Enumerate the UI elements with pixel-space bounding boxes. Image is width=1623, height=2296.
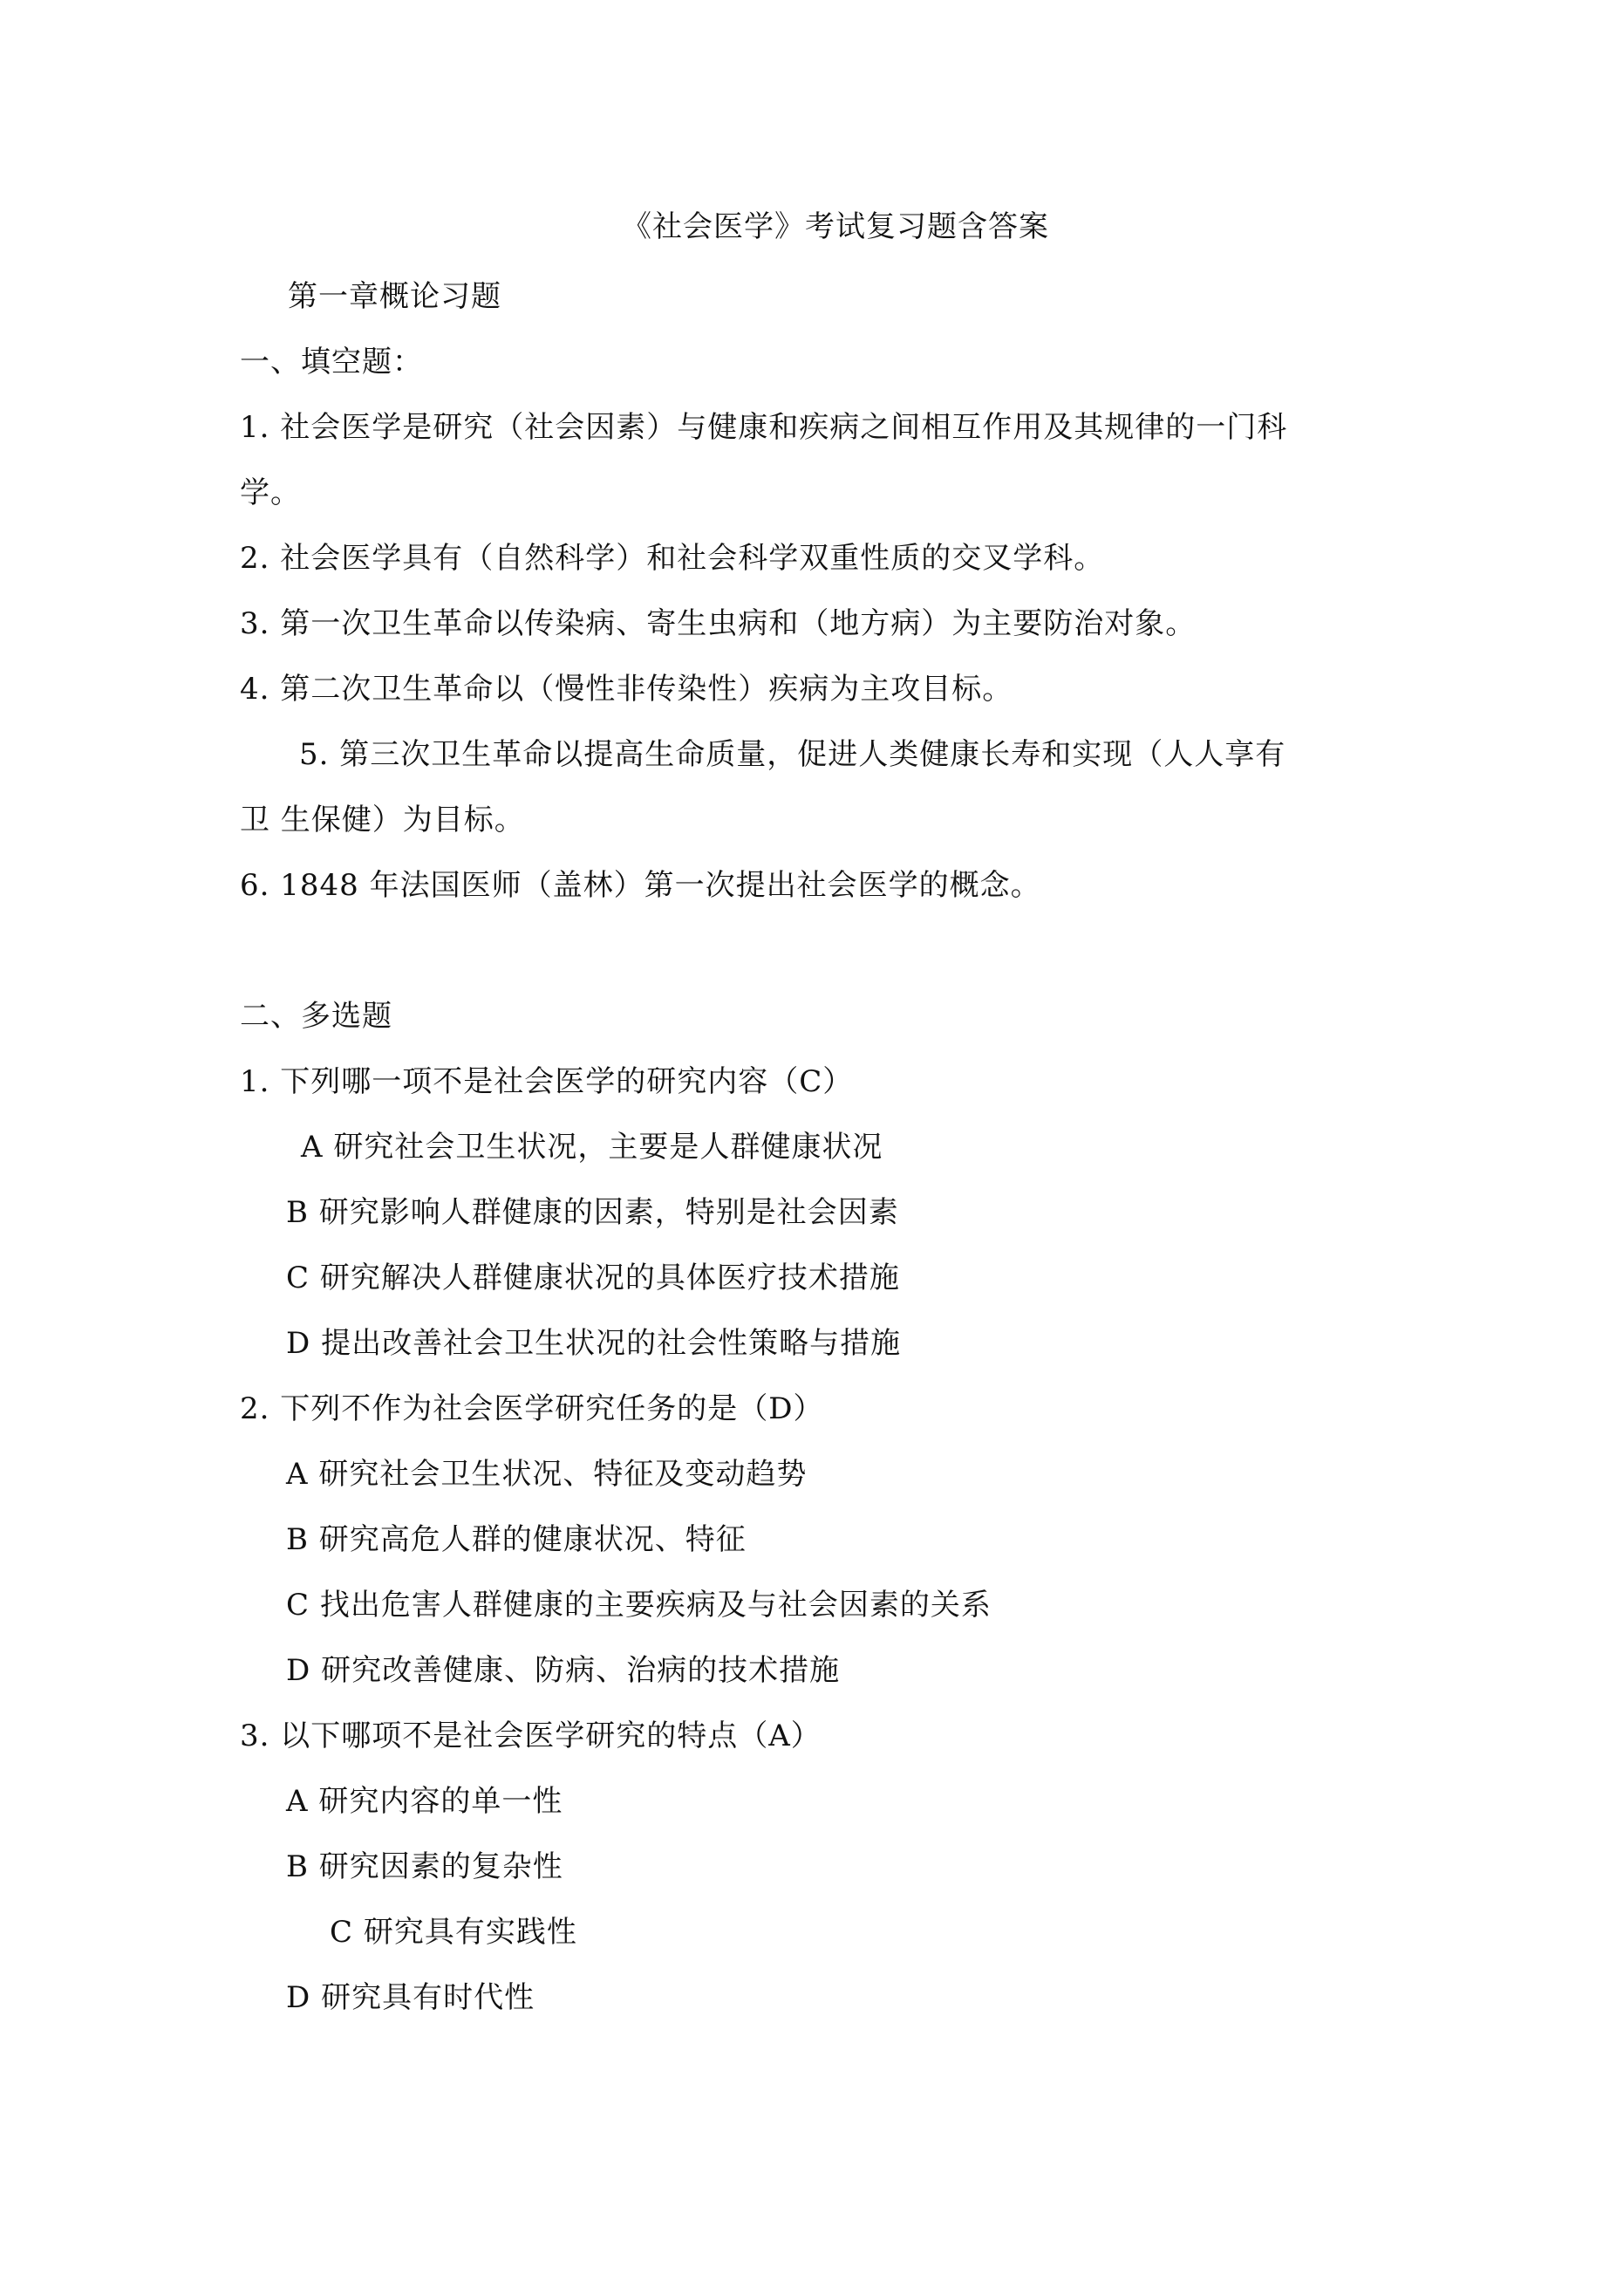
- question-2-option-a: A 研究社会卫生状况、特征及变动趋势: [286, 1457, 808, 1492]
- question-3-option-a: A 研究内容的单一性: [286, 1784, 563, 1819]
- fill-in-item-1-continued: 学。: [240, 475, 301, 510]
- fill-in-item-6: 6. 1848 年法国医师（盖林）第一次提出社会医学的概念。: [240, 868, 1041, 903]
- question-1-option-c: C 研究解决人群健康状况的具体医疗技术措施: [286, 1261, 900, 1295]
- question-1-option-b: B 研究影响人群健康的因素，特别是社会因素: [286, 1195, 899, 1230]
- question-3-option-c: C 研究具有实践性: [330, 1915, 577, 1950]
- question-2-option-b: B 研究高危人群的健康状况、特征: [286, 1522, 747, 1557]
- question-2-stem: 2. 下列不作为社会医学研究任务的是（D）: [240, 1391, 824, 1426]
- question-3-option-d: D 研究具有时代性: [286, 1980, 535, 2015]
- fill-in-item-4: 4. 第二次卫生革命以（慢性非传染性）疾病为主攻目标。: [240, 672, 1013, 707]
- document-title: 《社会医学》考试复习题含答案: [622, 209, 1049, 244]
- question-1-stem: 1. 下列哪一项不是社会医学的研究内容（C）: [240, 1064, 854, 1099]
- fill-in-item-2: 2. 社会医学具有（自然科学）和社会科学双重性质的交叉学科。: [240, 541, 1105, 576]
- question-3-option-b: B 研究因素的复杂性: [286, 1849, 563, 1884]
- section-heading-multiple-choice: 二、多选题: [240, 999, 392, 1034]
- fill-in-item-5: 5. 第三次卫生革命以提高生命质量，促进人类健康长寿和实现（人人享有: [299, 737, 1286, 772]
- question-2-option-d: D 研究改善健康、防病、治病的技术措施: [286, 1653, 841, 1688]
- fill-in-item-3: 3. 第一次卫生革命以传染病、寄生虫病和（地方病）为主要防治对象。: [240, 606, 1197, 641]
- question-3-stem: 3. 以下哪项不是社会医学研究的特点（A）: [240, 1719, 822, 1753]
- fill-in-item-5-continued: 卫 生保健）为目标。: [240, 803, 525, 837]
- question-1-option-a: A 研究社会卫生状况，主要是人群健康状况: [301, 1130, 883, 1165]
- section-heading-fill-in: 一、填空题：: [240, 345, 423, 379]
- question-1-option-d: D 提出改善社会卫生状况的社会性策略与措施: [286, 1326, 902, 1361]
- question-2-option-c: C 找出危害人群健康的主要疾病及与社会因素的关系: [286, 1588, 992, 1623]
- chapter-heading: 第一章概论习题: [288, 279, 501, 314]
- fill-in-item-1: 1. 社会医学是研究（社会因素）与健康和疾病之间相互作用及其规律的一门科: [240, 410, 1288, 445]
